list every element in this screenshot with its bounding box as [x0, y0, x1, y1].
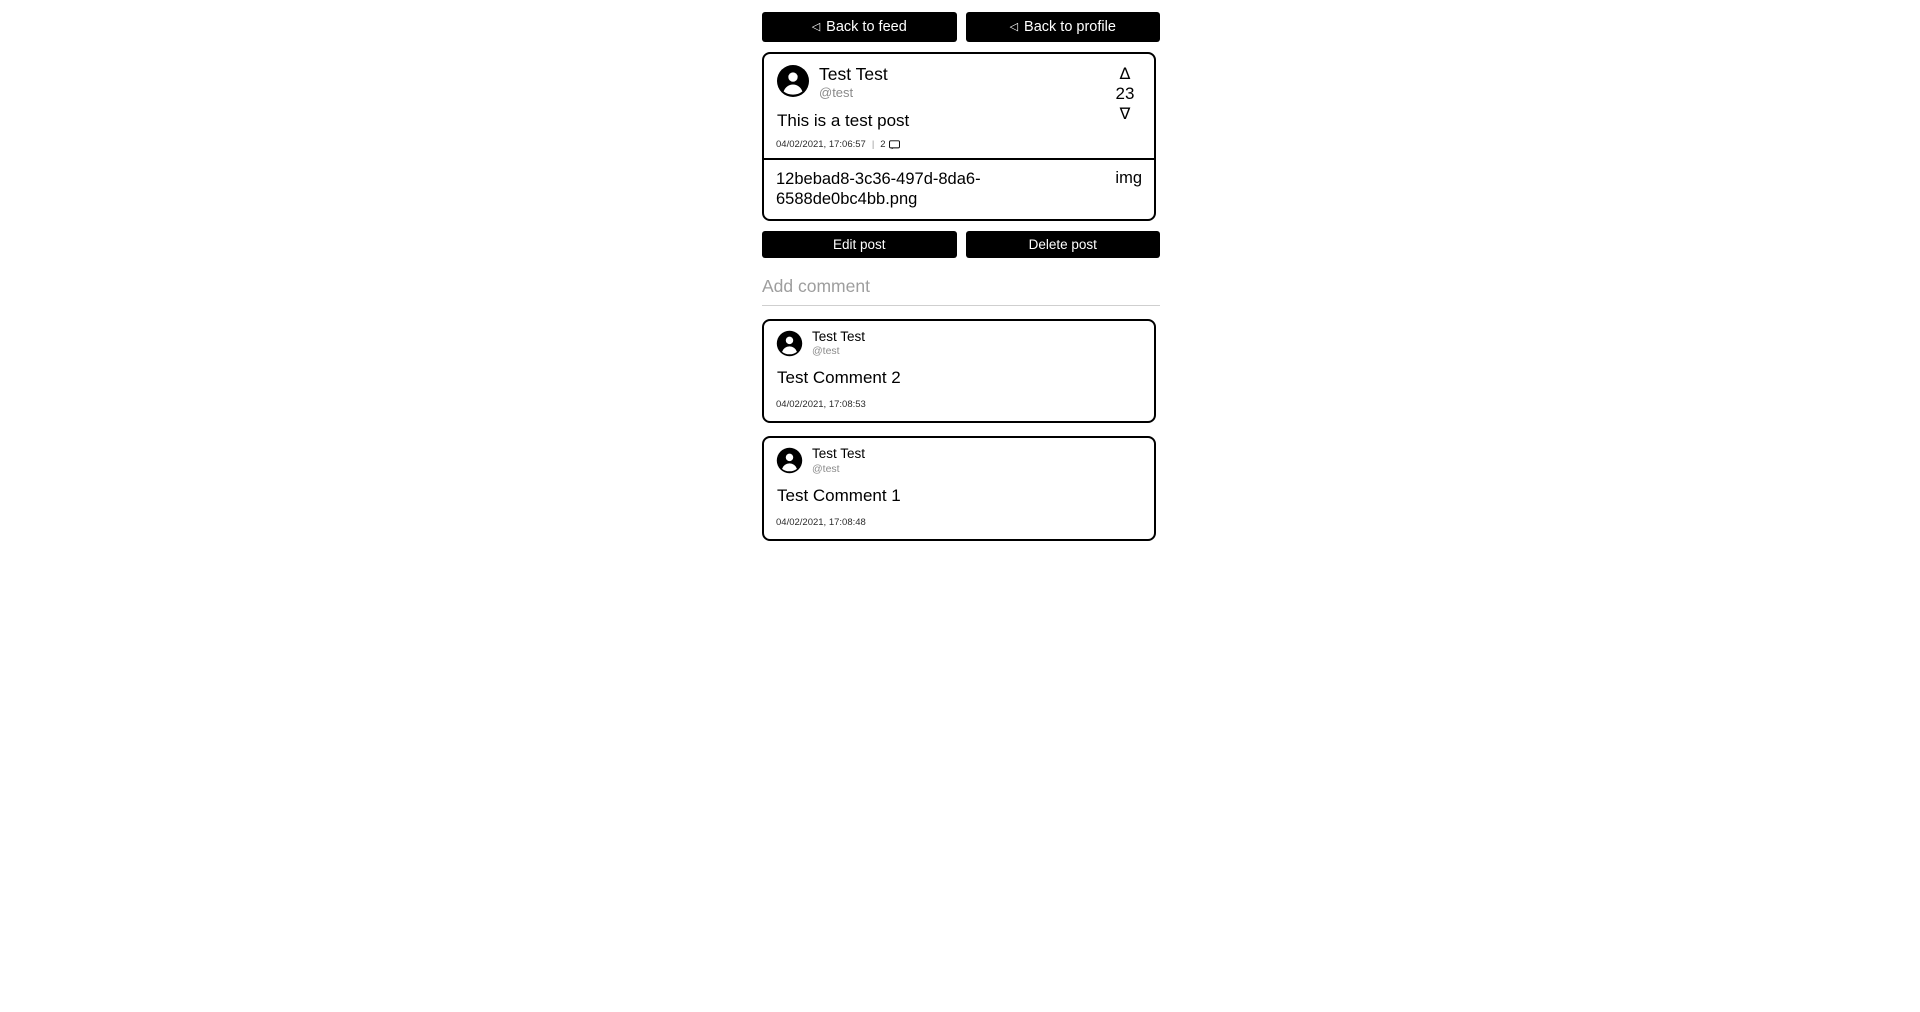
add-comment-input[interactable]: [762, 276, 1160, 306]
downvote-icon[interactable]: ∇: [1119, 104, 1131, 123]
comment-author-names: [812, 330, 865, 357]
comment-body-text: Test Comment 1: [777, 485, 901, 505]
vote-control: [1108, 66, 1142, 122]
post-author-names: [819, 64, 888, 100]
back-to-profile-button[interactable]: [966, 12, 1161, 42]
post-author-row[interactable]: [776, 64, 1142, 100]
upvote-icon[interactable]: ∆: [1119, 64, 1131, 83]
post-comment-count: [880, 139, 899, 150]
post-timestamp: 04/02/2021, 17:06:57: [776, 139, 866, 151]
comment-body-text: Test Comment 2: [777, 368, 901, 388]
post-author-name: Test Test: [819, 64, 888, 84]
comment-author-handle: @test: [812, 345, 840, 358]
back-arrow-icon: ◁: [1009, 20, 1019, 33]
post-attachment-row: [764, 160, 1154, 219]
add-comment-form: [762, 276, 1160, 306]
comments-list: [762, 319, 1160, 540]
post-detail-column: [762, 12, 1160, 541]
post-main: [764, 54, 1154, 160]
comment-author-row[interactable]: [776, 447, 1142, 474]
back-arrow-icon: ◁: [811, 20, 821, 33]
comment-timestamp: 04/02/2021, 17:08:48: [776, 516, 866, 528]
comment-author-row[interactable]: [776, 330, 1142, 357]
post-actions-row: [762, 231, 1160, 258]
post-comment-count-value: 2: [880, 139, 886, 151]
attachment-filename[interactable]: 12bebad8-3c36-497d-8da6-6588de0bc4bb.png: [776, 170, 981, 209]
post-card: [762, 52, 1156, 221]
vote-score: 23: [1115, 84, 1135, 103]
post-body-text: This is a test post: [777, 111, 910, 131]
avatar-icon: [776, 64, 810, 98]
back-to-profile-label: Back to profile: [1024, 19, 1116, 35]
comment-author-name: Test Test: [812, 329, 866, 345]
comment-author-handle: @test: [812, 462, 840, 475]
top-nav-row: [762, 12, 1160, 42]
comment-bubble-icon: [889, 140, 900, 150]
attachment-type-label: img: [1115, 169, 1142, 188]
comment-timestamp: 04/02/2021, 17:08:53: [776, 399, 866, 411]
comment-author-name: Test Test: [812, 446, 866, 462]
edit-post-button[interactable]: Edit post: [762, 231, 957, 258]
delete-post-button[interactable]: Delete post: [966, 231, 1161, 258]
back-to-feed-button[interactable]: [762, 12, 957, 42]
back-to-feed-label: Back to feed: [826, 19, 907, 35]
avatar-icon: [776, 330, 803, 357]
meta-separator: |: [871, 139, 875, 151]
comment-item: [762, 319, 1156, 423]
post-author-handle: @test: [819, 85, 854, 101]
comment-item: [762, 436, 1156, 540]
comment-author-names: [812, 447, 865, 474]
post-meta-row: [776, 139, 1142, 150]
avatar-icon: [776, 447, 803, 474]
